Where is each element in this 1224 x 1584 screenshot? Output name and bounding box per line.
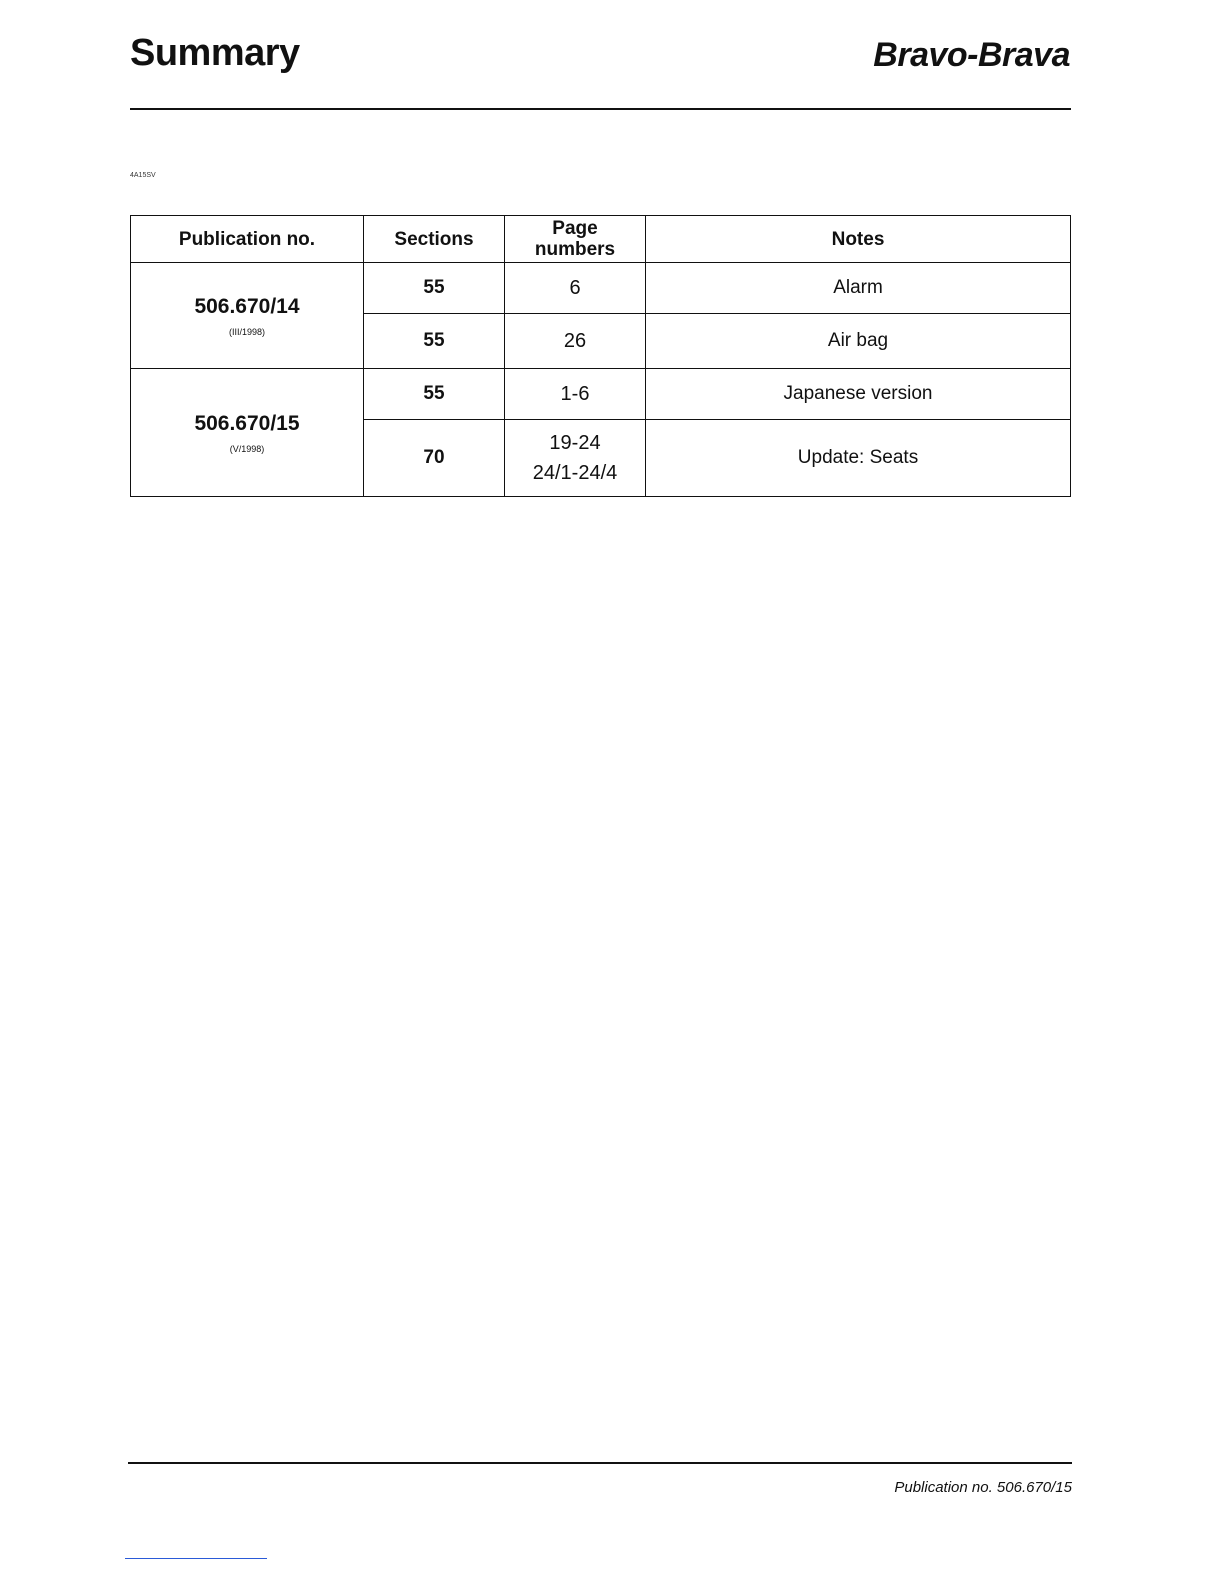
publication-date: (V/1998) [229, 443, 265, 454]
page-numbers-cell [505, 369, 646, 420]
header-page-numbers [505, 216, 646, 263]
table-row [131, 263, 1071, 314]
table-header-row [131, 216, 1071, 263]
header-notes: Notes [646, 216, 1071, 263]
notes-cell: Japanese version [646, 369, 1071, 420]
notes-cell: Update: Seats [646, 420, 1071, 497]
header-publication: Publication no. [131, 216, 364, 263]
footer-divider [128, 1462, 1072, 1464]
page-range: 24/1-24/4 [532, 462, 618, 484]
header-page-line2: numbers [534, 239, 616, 260]
publication-date: (III/1998) [228, 326, 266, 337]
publication-cell [131, 263, 364, 369]
header-divider [130, 108, 1071, 110]
publication-number: 506.670/14 [194, 294, 300, 318]
page-numbers-cell [505, 263, 646, 314]
publication-number: 506.670/15 [194, 411, 300, 435]
header-sections: Sections [364, 216, 505, 263]
section-cell: 55 [364, 263, 505, 314]
notes-cell: Air bag [646, 314, 1071, 369]
section-cell: 55 [364, 369, 505, 420]
page-numbers-cell [505, 314, 646, 369]
notes-cell: Alarm [646, 263, 1071, 314]
header-page-line1: Page [552, 218, 598, 239]
footer-publication-number: Publication no. 506.670/15 [894, 1479, 1072, 1496]
page-range: 26 [563, 330, 587, 352]
page-range: 19-24 [549, 432, 601, 454]
page-title: Summary [130, 32, 300, 74]
summary-table [130, 215, 1071, 497]
document-code: 4A15SV [130, 172, 156, 179]
section-cell: 70 [364, 420, 505, 497]
page-numbers-cell [505, 420, 646, 497]
section-cell: 55 [364, 314, 505, 369]
publication-cell [131, 369, 364, 497]
model-name: Bravo-Brava [873, 36, 1070, 74]
page-edge-mark [125, 1558, 267, 1559]
page-range: 1-6 [560, 383, 590, 405]
page-range: 6 [569, 277, 581, 299]
table-row [131, 369, 1071, 420]
